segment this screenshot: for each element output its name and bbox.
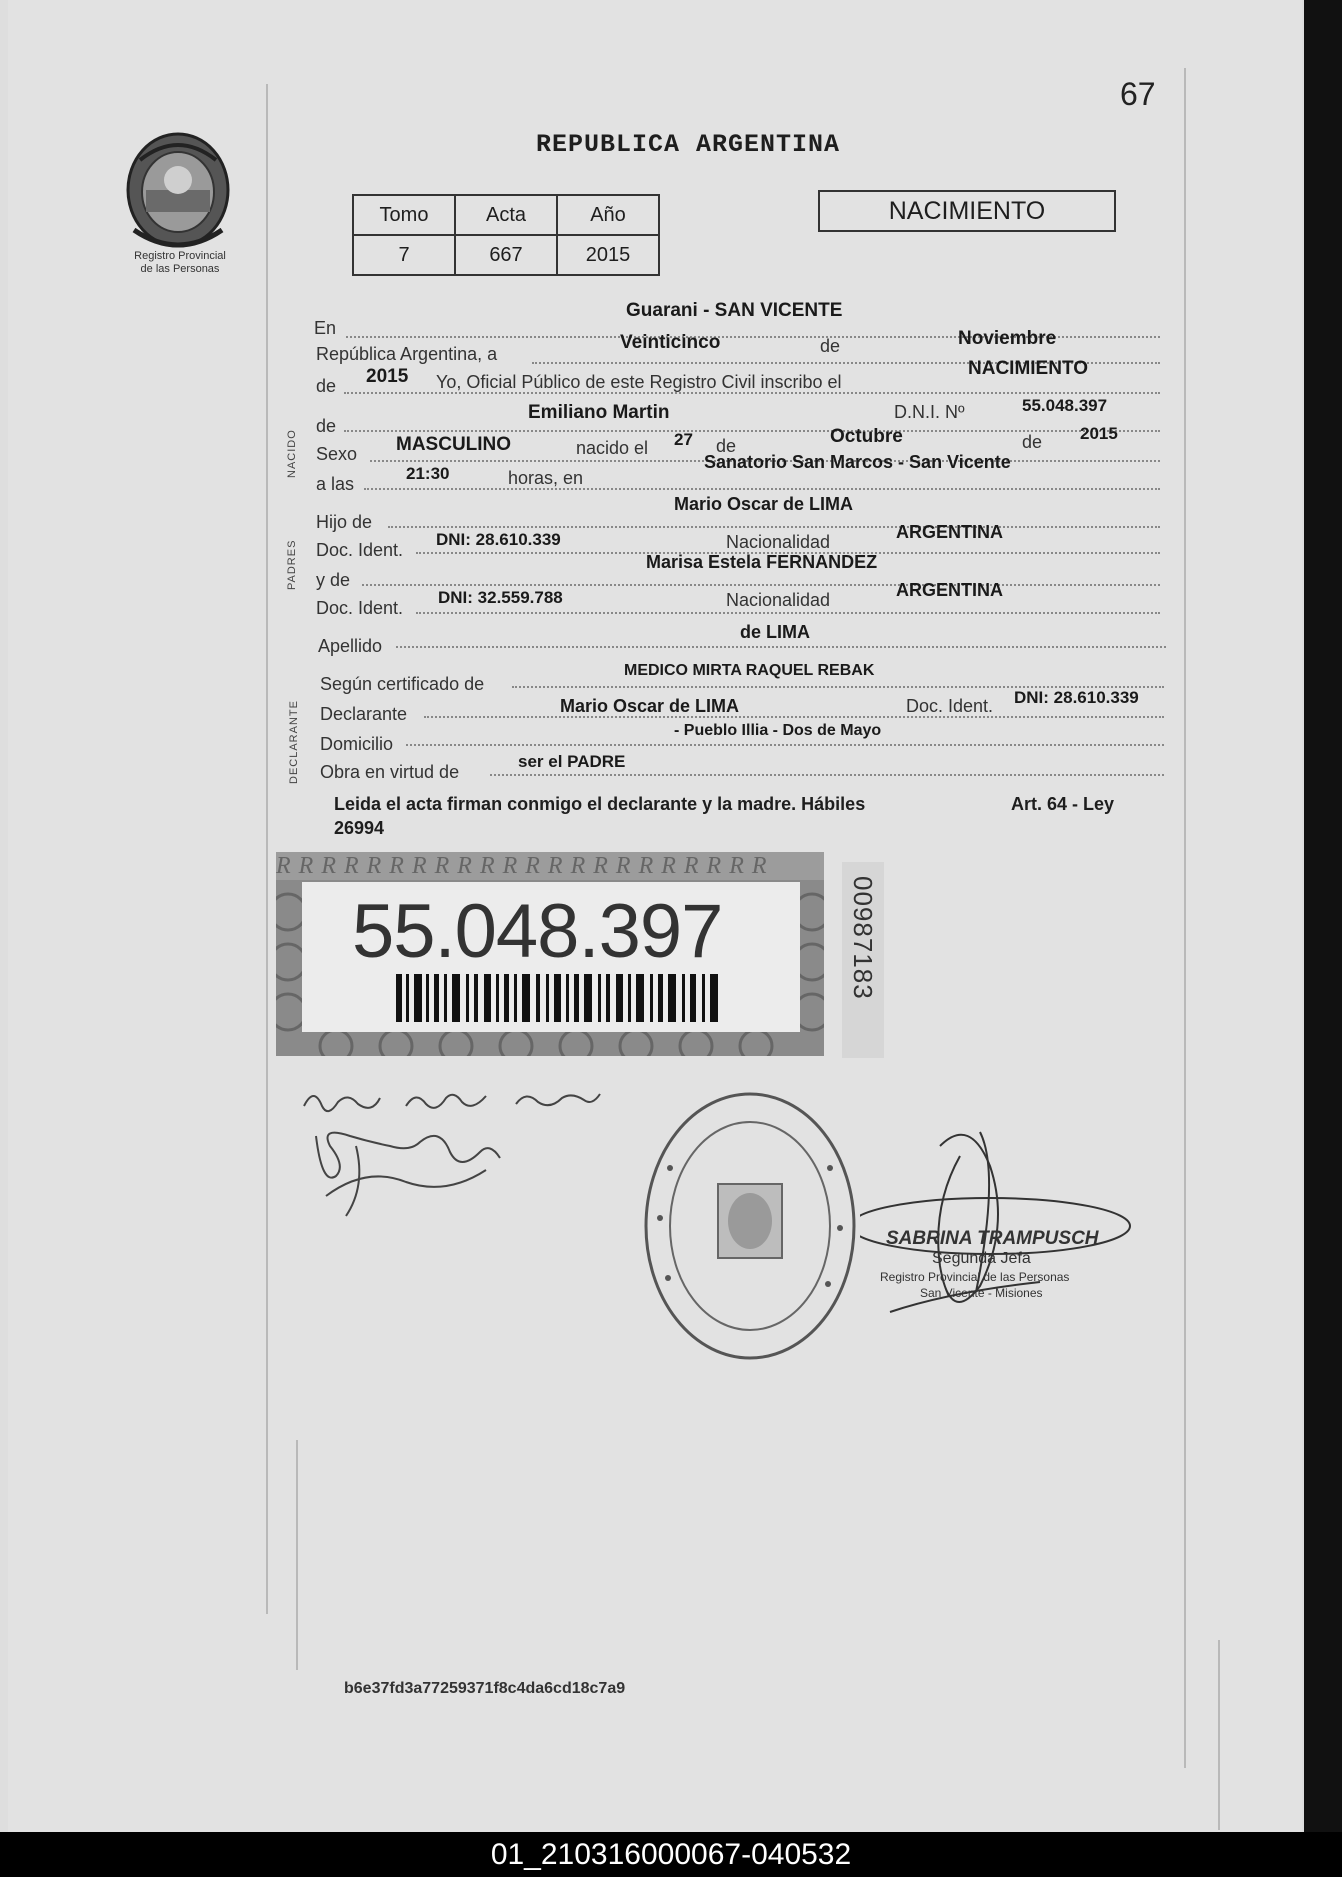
label-de-dia: de bbox=[716, 436, 737, 456]
value-obra: ser el PADRE bbox=[518, 752, 626, 771]
sticker-serial-number: 00987183 bbox=[848, 876, 878, 1000]
dotted-line bbox=[362, 584, 1160, 586]
stamp-name: SABRINA TRAMPUSCH bbox=[886, 1228, 1099, 1249]
sticker-serial bbox=[842, 862, 884, 1058]
label-apellido: Apellido bbox=[318, 636, 383, 656]
record-value-acta: 667 bbox=[455, 235, 557, 275]
record-header-anio: Año bbox=[557, 195, 659, 235]
label-hijo-de: Hijo de bbox=[316, 512, 373, 532]
label-de-mes: de bbox=[820, 336, 841, 356]
value-certificado: MEDICO MIRTA RAQUEL REBAK bbox=[624, 662, 875, 679]
value-madre: Marisa Estela FERNANDEZ bbox=[646, 552, 878, 572]
record-value-anio: 2015 bbox=[557, 235, 659, 275]
stamp-location: San Vicente - Misiones bbox=[920, 1286, 1043, 1300]
side-label-declarante: DECLARANTE bbox=[288, 700, 300, 784]
label-y-de: y de bbox=[316, 570, 351, 590]
value-padre: Mario Oscar de LIMA bbox=[674, 494, 854, 514]
footnote-text: Leida el acta firman conmigo el declarante y la madre. Hábiles bbox=[334, 794, 866, 814]
stamp-role: Segunda Jefa bbox=[932, 1250, 1031, 1267]
label-obra-en-virtud: Obra en virtud de bbox=[320, 762, 460, 782]
dotted-line bbox=[406, 744, 1164, 746]
dotted-line bbox=[388, 526, 1160, 528]
record-type-box: NACIMIENTO bbox=[818, 190, 1116, 232]
value-padre-doc: DNI: 28.610.339 bbox=[436, 530, 561, 549]
dotted-line bbox=[364, 488, 1160, 490]
dotted-line bbox=[424, 716, 1164, 718]
label-nacido-el: nacido el bbox=[576, 438, 649, 458]
document-hash: b6e37fd3a77259371f8c4da6cd18c7a9 bbox=[344, 1680, 626, 1697]
sticker-label bbox=[302, 882, 800, 1032]
value-lugar-nac: Sanatorio San Marcos - San Vicente bbox=[704, 452, 1011, 472]
label-nacionalidad-1: Nacionalidad bbox=[726, 532, 831, 552]
label-dni: D.N.I. Nº bbox=[894, 402, 965, 422]
official-seal-stamp-icon bbox=[640, 1088, 860, 1364]
footnote-law-number: 26994 bbox=[334, 818, 385, 838]
value-declarante-doc: DNI: 28.610.339 bbox=[1014, 688, 1139, 707]
label-inscribo: Yo, Oficial Público de este Registro Civil inscribo el bbox=[436, 372, 842, 392]
value-mes-nac: Octubre bbox=[830, 426, 903, 447]
label-en: En bbox=[314, 318, 337, 338]
label-declarante: Declarante bbox=[320, 704, 408, 724]
value-padre-nac: ARGENTINA bbox=[896, 522, 1003, 542]
label-horas-en: horas, en bbox=[508, 468, 584, 488]
document-title: REPUBLICA ARGENTINA bbox=[536, 130, 841, 159]
value-tipo: NACIMIENTO bbox=[968, 358, 1088, 379]
value-lugar: Guarani - SAN VICENTE bbox=[626, 300, 843, 321]
emblem-label-line2: de las Personas bbox=[140, 263, 220, 275]
value-domicilio: - Pueblo Illia - Dos de Mayo bbox=[674, 722, 882, 739]
label-doc-ident-1: Doc. Ident. bbox=[316, 540, 404, 560]
record-value-tomo: 7 bbox=[353, 235, 455, 275]
page-number: 67 bbox=[1120, 76, 1156, 112]
value-mes: Noviembre bbox=[958, 328, 1057, 349]
label-doc-ident-3: Doc. Ident. bbox=[906, 696, 994, 716]
record-header-acta: Acta bbox=[455, 195, 557, 235]
provincial-emblem-icon bbox=[120, 130, 240, 270]
label-segun-certificado: Según certificado de bbox=[320, 674, 485, 694]
value-anio-nac: 2015 bbox=[1080, 424, 1118, 443]
label-de-anio: de bbox=[316, 376, 337, 396]
label-sexo: Sexo bbox=[316, 444, 358, 464]
stamp-office: Registro Provincial de las Personas bbox=[880, 1270, 1070, 1284]
scan-border bbox=[1304, 0, 1342, 1832]
declarant-signature-icon bbox=[296, 1076, 636, 1236]
value-dia-nac: 27 bbox=[674, 430, 693, 449]
value-sexo: MASCULINO bbox=[396, 434, 512, 455]
emblem-label-line1: Registro Provincial bbox=[134, 250, 226, 262]
value-madre-doc: DNI: 32.559.788 bbox=[438, 588, 563, 607]
label-de-anio2: de bbox=[1022, 432, 1043, 452]
margin-line-left bbox=[266, 84, 268, 1614]
scan-label: 01_210316000067-040532 bbox=[0, 1832, 1342, 1877]
value-madre-nac: ARGENTINA bbox=[896, 580, 1003, 600]
footnote-law: Art. 64 - Ley bbox=[1011, 794, 1115, 814]
value-dni: 55.048.397 bbox=[1022, 396, 1108, 415]
margin-line-corner bbox=[1218, 1640, 1220, 1830]
record-header-tomo: Tomo bbox=[353, 195, 455, 235]
side-label-padres: PADRES bbox=[286, 539, 298, 590]
value-apellido: de LIMA bbox=[740, 622, 810, 642]
sticker-number: 55.048.397 bbox=[352, 889, 723, 974]
label-republica: República Argentina, a bbox=[316, 344, 498, 364]
value-dia-texto: Veinticinco bbox=[620, 332, 721, 353]
emblem-label bbox=[110, 250, 250, 276]
margin-line-lower bbox=[296, 1440, 298, 1670]
dotted-line bbox=[416, 612, 1160, 614]
barcode-icon bbox=[396, 974, 726, 1022]
dotted-line bbox=[396, 646, 1166, 648]
value-hora: 21:30 bbox=[406, 464, 450, 483]
record-table bbox=[352, 194, 660, 276]
label-de-nombre: de bbox=[316, 416, 337, 436]
margin-line-right bbox=[1184, 68, 1186, 1768]
footnote bbox=[334, 792, 1154, 840]
label-a-las: a las bbox=[316, 474, 355, 494]
value-declarante: Mario Oscar de LIMA bbox=[560, 696, 740, 716]
value-nombre: Emiliano Martin bbox=[528, 402, 670, 423]
dni-sticker bbox=[276, 852, 824, 1056]
value-anio: 2015 bbox=[366, 366, 409, 387]
side-label-nacido: NACIDO bbox=[286, 429, 298, 478]
label-domicilio: Domicilio bbox=[320, 734, 394, 754]
sticker-pattern: RRRRRRRRRRRRRRRRRRRRRR bbox=[276, 852, 824, 880]
label-nacionalidad-2: Nacionalidad bbox=[726, 590, 831, 610]
label-doc-ident-2: Doc. Ident. bbox=[316, 598, 404, 618]
dotted-line bbox=[490, 774, 1164, 776]
